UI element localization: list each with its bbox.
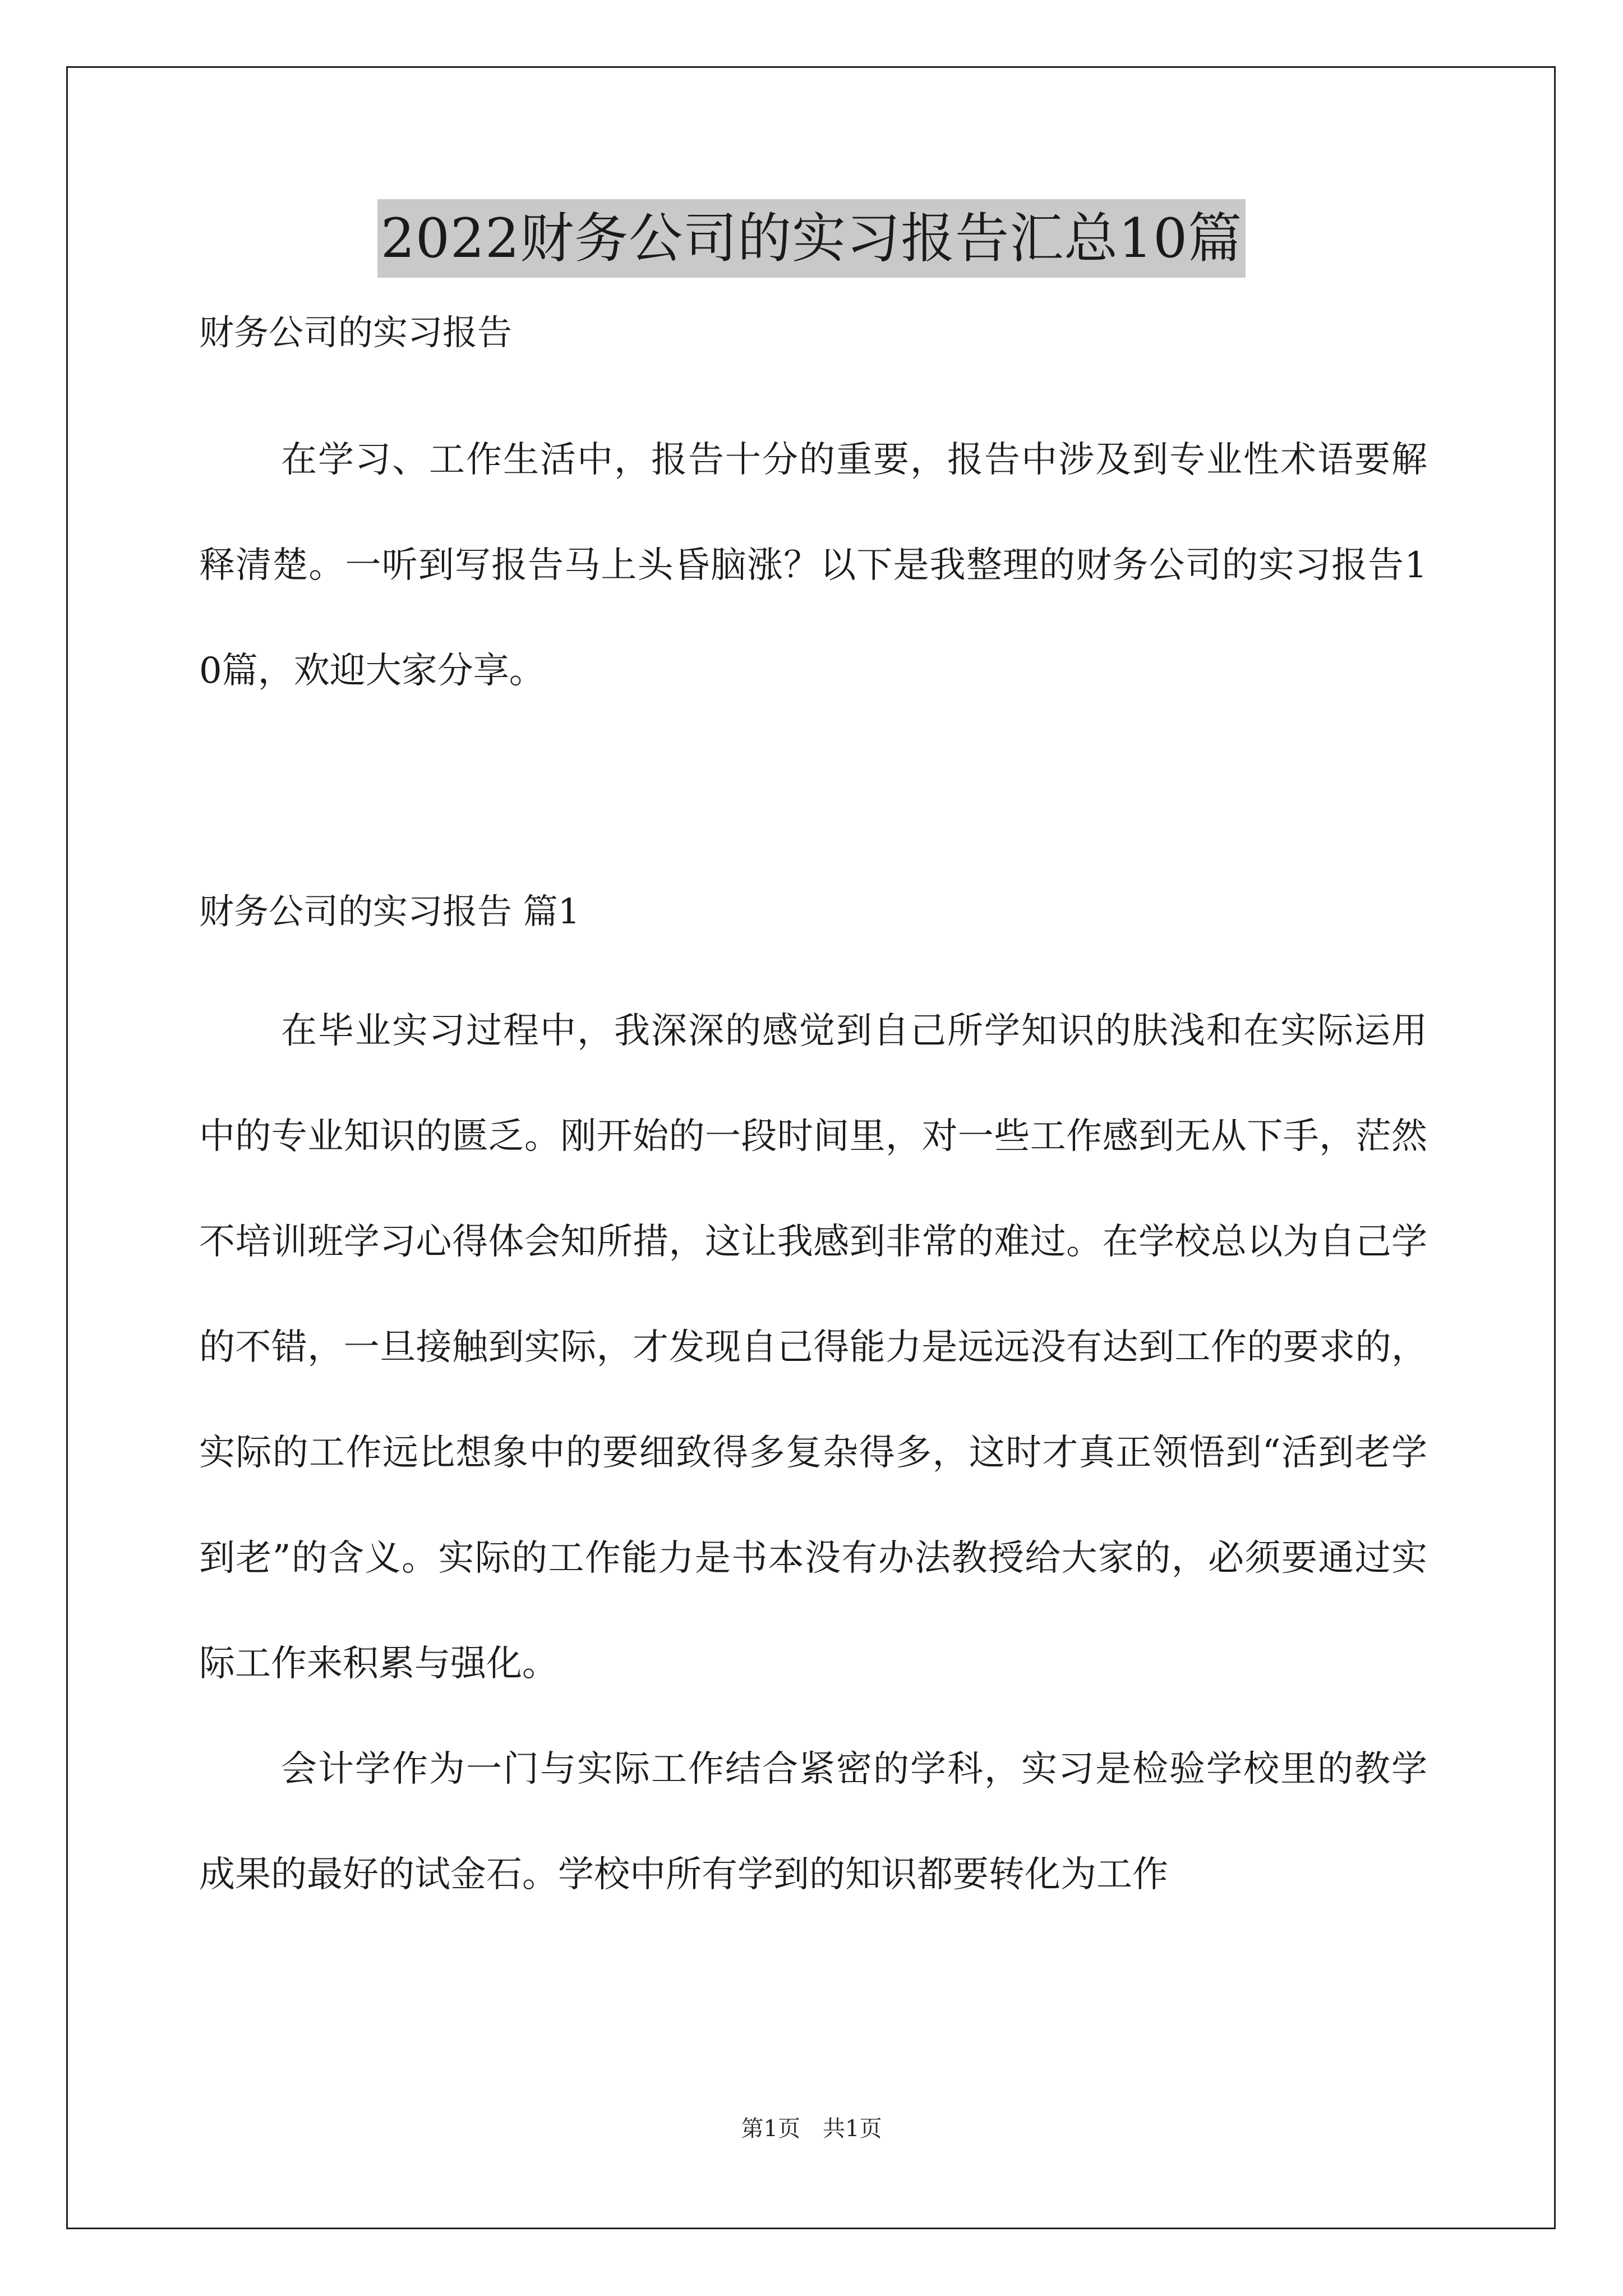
paragraph: 在学习、工作生活中，报告十分的重要，报告中涉及到专业性术语要解释清楚。一听到写报告马上头昏脑涨？以下是我整理的财务公司的实习报告10篇，欢迎大家分享。 [199, 439, 1427, 692]
document-body [199, 307, 1427, 1927]
paragraph: 在毕业实习过程中，我深深的感觉到自己所学知识的肤浅和在实际运用中的专业知识的匮乏。刚开始的一段时间里，对一些工作感到无从下手，茫然不培训班学习心得体会知所措，这让我感到非常的难过。在学校总以为自己学的不错，一旦接触到实际，才发现自己得能力是远远没有达到工作的要求的，实际的工作远比想象中的要细致得多复杂得多，这时才真正领悟到“活到老学到老”的含义。实际的工作能力是书本没有办法教授给大家的，必须要通过实际工作来积累与强化。 [199, 1010, 1427, 1685]
section-heading: 财务公司的实习报告 [199, 312, 513, 353]
document-title: 2022财务公司的实习报告汇总10篇 [377, 199, 1246, 278]
page-total: 共1页 [823, 2116, 882, 2142]
page-footer [0, 2115, 1623, 2143]
paragraph: 会计学作为一门与实际工作结合紧密的学科，实习是检验学校里的教学成果的最好的试金石。学校中所有学到的知识都要转化为工作 [199, 1749, 1427, 1895]
section-heading: 财务公司的实习报告 篇1 [199, 891, 580, 932]
page-number: 第1页 [741, 2116, 800, 2142]
title-container [0, 199, 1623, 278]
